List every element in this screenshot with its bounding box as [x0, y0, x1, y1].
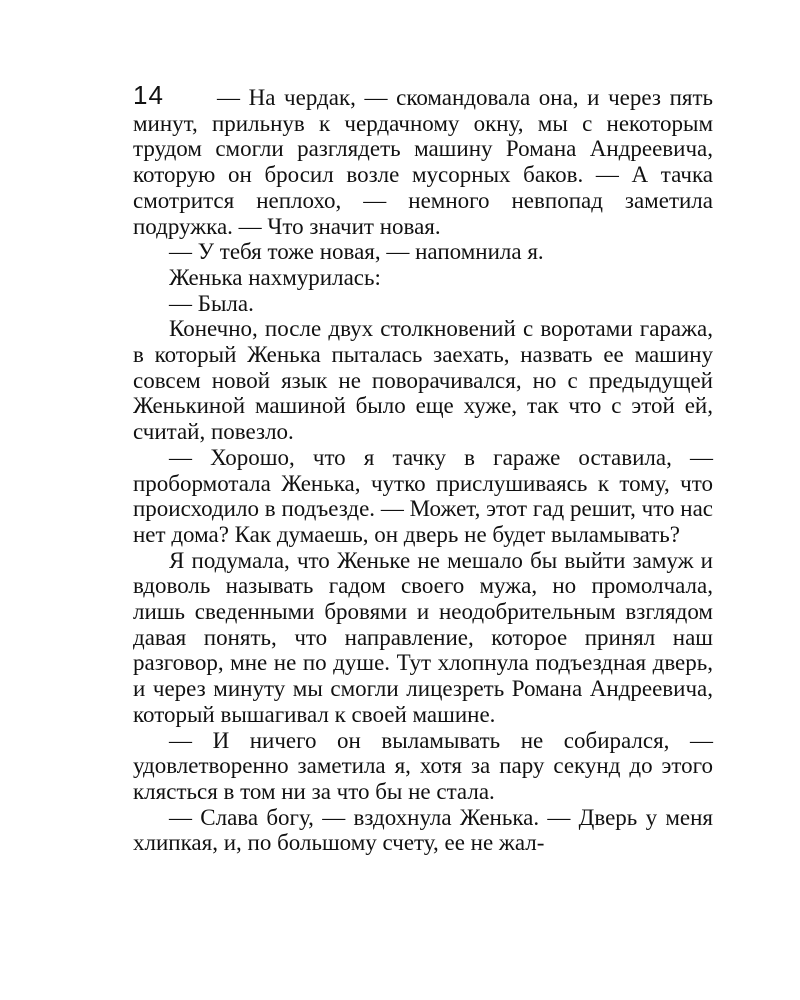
body-text [133, 85, 713, 856]
page-number: 14 [133, 80, 164, 110]
paragraph-5: Конечно, после двух столкновений с воротами гаража, в который Женька пыталась заехать, назвать ее машину совсем новой язык не поворачивался, но с предыдущей Женькиной машиной было еще хуже, так что с этой ей, считай, повезло. [133, 316, 713, 445]
paragraph-1: — На чердак, — скомандовала она, и через пять минут, прильнув к чердачному окну, мы с некоторым трудом смогли разглядеть машину Романа Андреевича, которую он бросил возле мусорных баков. — А тачка смотрится неплохо, — немного невпопад заметила подружка. — Что значит новая. [133, 85, 713, 239]
paragraph-8: — И ничего он выламывать не собирался, — удовлетворенно заметила я, хотя за пару секунд до этого клясться в том ни за что бы не стала. [133, 727, 713, 804]
paragraph-3: Женька нахмурилась: [169, 264, 381, 290]
paragraph-7: Я подумала, что Женьке не мешало бы выйти замуж и вдоволь называть гадом своего мужа, но промолчала, лишь сведенными бровями и неодобрительным взглядом давая понять, что направление, которое принял наш разговор, мне не по душе. Тут хлопнула подъездная дверь, и через минуту мы смогли лицезреть Романа Андреевича, который вышагивал к своей машине. [133, 547, 713, 727]
paragraph-9: — Слава богу, — вздохнула Женька. — Дверь у меня хлипкая, и, по большому счету, ее не жал- [133, 804, 713, 856]
paragraph-4: — Была. [169, 290, 254, 316]
paragraph-6: — Хорошо, что я тачку в гараже оставила, — пробормотала Женька, чутко прислушиваясь к тому, что происходило в подъезде. — Может, этот гад решит, что нас нет дома? Как думаешь, он дверь не будет выламывать? [133, 444, 713, 547]
paragraph-2: — У тебя тоже новая, — напомнила я. [169, 239, 544, 265]
